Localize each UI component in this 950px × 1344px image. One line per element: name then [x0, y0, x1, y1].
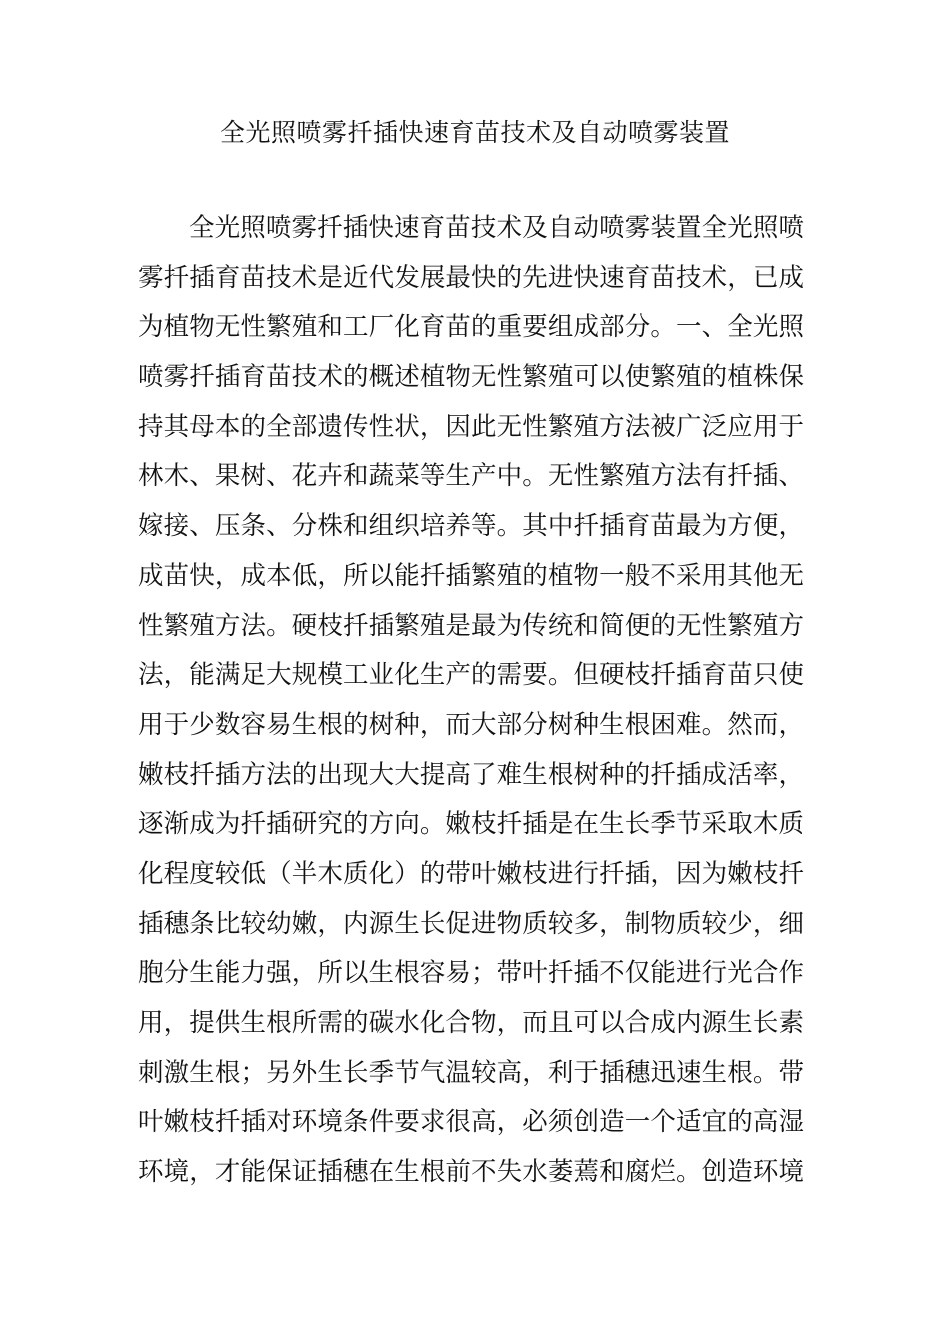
paragraph-line: 用于少数容易生根的树种，而大部分树种生根困难。然而， — [138, 709, 804, 740]
document-title: 全光照喷雾扦插快速育苗技术及自动喷雾装置 — [219, 118, 730, 147]
paragraph-line: 全光照喷雾扦插快速育苗技术及自动喷雾装置全光照喷 — [189, 213, 804, 243]
paragraph-line: 性繁殖方法。硬枝扦插繁殖是最为传统和简便的无性繁殖方 — [138, 610, 804, 641]
paragraph-line: 嫩枝扦插方法的出现大大提高了难生根树种的扦插成活率， — [138, 759, 804, 790]
paragraph-line: 胞分生能力强，所以生根容易；带叶扦插不仅能进行光合作 — [138, 958, 804, 989]
paragraph-line: 用，提供生根所需的碳水化合物，而且可以合成内源生长素 — [138, 1008, 804, 1038]
paragraph-line: 为植物无性繁殖和工厂化育苗的重要组成部分。一、全光照 — [138, 312, 804, 343]
paragraph-line: 喷雾扦插育苗技术的概述植物无性繁殖可以使繁殖的植株保 — [138, 362, 804, 393]
paragraph-line: 刺激生根；另外生长季节气温较高，利于插穗迅速生根。带 — [138, 1057, 804, 1088]
paragraph-line: 成苗快，成本低，所以能扦插繁殖的植物一般不采用其他无 — [138, 560, 804, 591]
paragraph-line: 环境，才能保证插穗在生根前不失水萎蔫和腐烂。创造环境 — [138, 1157, 804, 1188]
paragraph-line: 持其母本的全部遗传性状，因此无性繁殖方法被广泛应用于 — [138, 411, 804, 442]
paragraph-line: 法，能满足大规模工业化生产的需要。但硬枝扦插育苗只使 — [138, 660, 804, 691]
paragraph-line: 嫁接、压条、分株和组织培养等。其中扦插育苗最为方便， — [138, 511, 804, 542]
paragraph-line: 插穗条比较幼嫩，内源生长促进物质较多，制物质较少，细 — [138, 908, 804, 939]
paragraph-line: 林木、果树、花卉和蔬菜等生产中。无性繁殖方法有扦插、 — [138, 461, 804, 492]
paragraph-line: 叶嫩枝扦插对环境条件要求很高，必须创造一个适宜的高湿 — [138, 1107, 804, 1138]
paragraph-line: 雾扦插育苗技术是近代发展最快的先进快速育苗技术，已成 — [138, 262, 804, 293]
paragraph-line: 化程度较低（半木质化）的带叶嫩枝进行扦插，因为嫩枝扦 — [138, 858, 804, 889]
paragraph-line: 逐渐成为扦插研究的方向。嫩枝扦插是在生长季节采取木质 — [138, 809, 804, 840]
body-paragraph — [138, 204, 804, 1198]
